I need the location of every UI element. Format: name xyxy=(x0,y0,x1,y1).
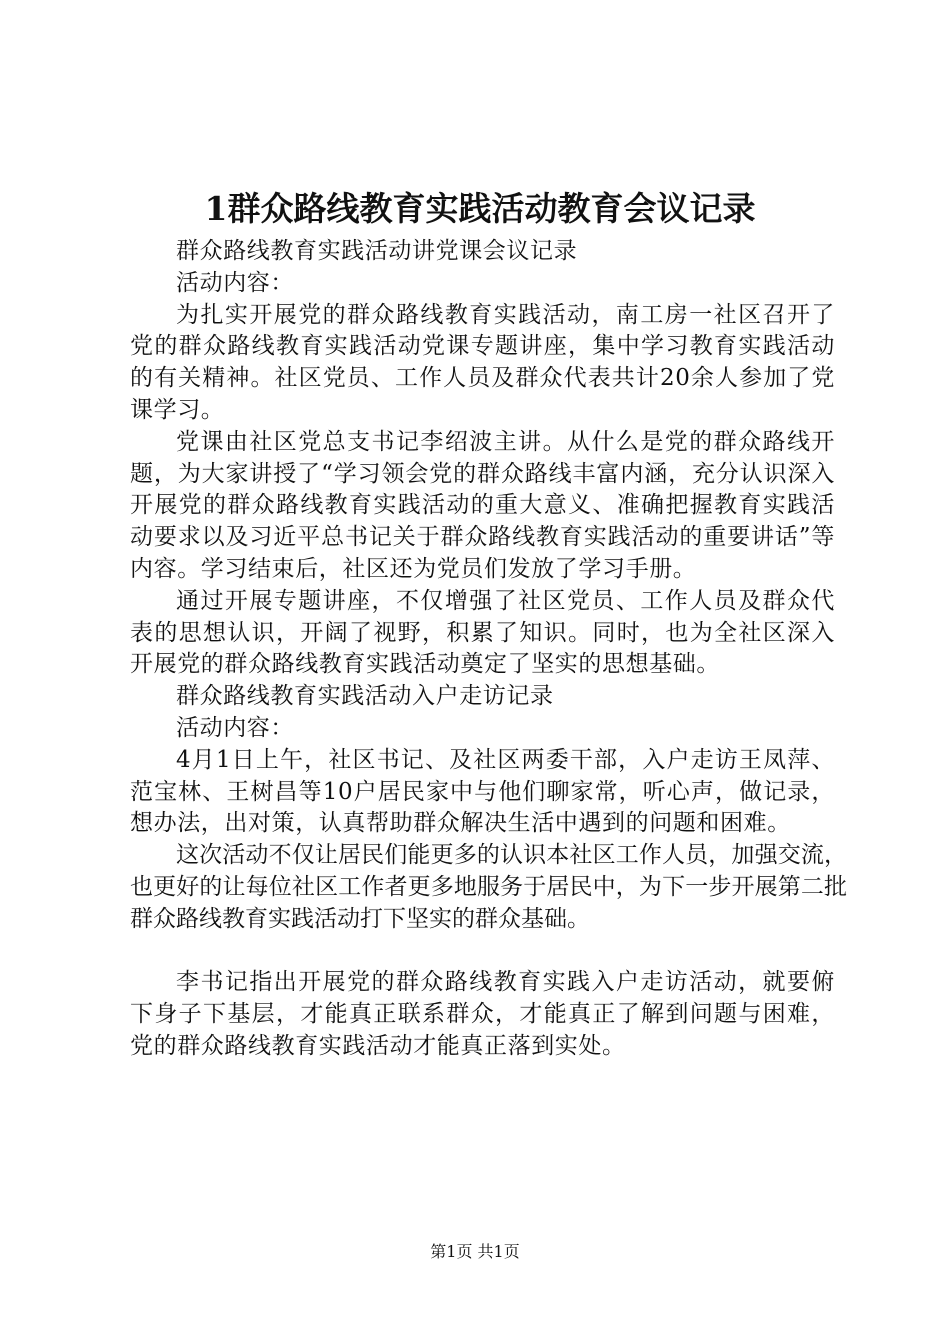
paragraph: 4月1日上午，社区书记、及社区两委干部，入户走访王凤萍、范宝林、王树昌等10户居民家中与他们聊家常，听心声，做记录，想办法，出对策，认真帮助群众解决生活中遇到的问题和困难。 xyxy=(130,746,835,837)
paragraph: 为扎实开展党的群众路线教育实践活动，南工房一社区召开了党的群众路线教育实践活动党课专题讲座，集中学习教育实践活动的有关精神。社区党员、工作人员及群众代表共计20余人参加了党课学习。 xyxy=(130,301,835,423)
document-title: 1群众路线教育实践活动教育会议记录 xyxy=(204,189,756,228)
paragraph: 这次活动不仅让居民们能更多的认识本社区工作人员，加强交流，也更好的让每位社区工作者更多地服务于居民中，为下一步开展第二批群众路线教育实践活动打下坚实的群众基础。 xyxy=(130,842,847,932)
activity-label: 活动内容： xyxy=(176,714,294,741)
page-footer: 第1页 共1页 xyxy=(430,1242,520,1261)
document-body xyxy=(130,236,847,1063)
paragraph: 党课由社区党总支书记李绍波主讲。从什么是党的群众路线开题，为大家讲授了“学习领会党的群众路线丰富内涵，充分认识深入开展党的群众路线教育实践活动的重大意义、准确把握教育实践活动要求以及习近平总书记关于群众路线教育实践活动的重要讲话”等内容。学习结束后，社区还为党员们发放了学习手册。 xyxy=(130,428,835,582)
paragraph: 通过开展专题讲座，不仅增强了社区党员、工作人员及群众代表的思想认识，开阔了视野，积累了知识。同时，也为全社区深入开展党的群众路线教育实践活动奠定了坚实的思想基础。 xyxy=(130,587,835,678)
activity-label: 活动内容： xyxy=(176,269,294,296)
section-heading: 群众路线教育实践活动讲党课会议记录 xyxy=(176,238,578,264)
paragraph-spacer xyxy=(130,936,835,968)
section-heading: 群众路线教育实践活动入户走访记录 xyxy=(176,683,554,710)
paragraph: 李书记指出开展党的群众路线教育实践入户走访活动，就要俯下身子下基层，才能真正联系群众，才能真正了解到问题与困难，党的群众路线教育实践活动才能真正落到实处。 xyxy=(130,969,835,1059)
